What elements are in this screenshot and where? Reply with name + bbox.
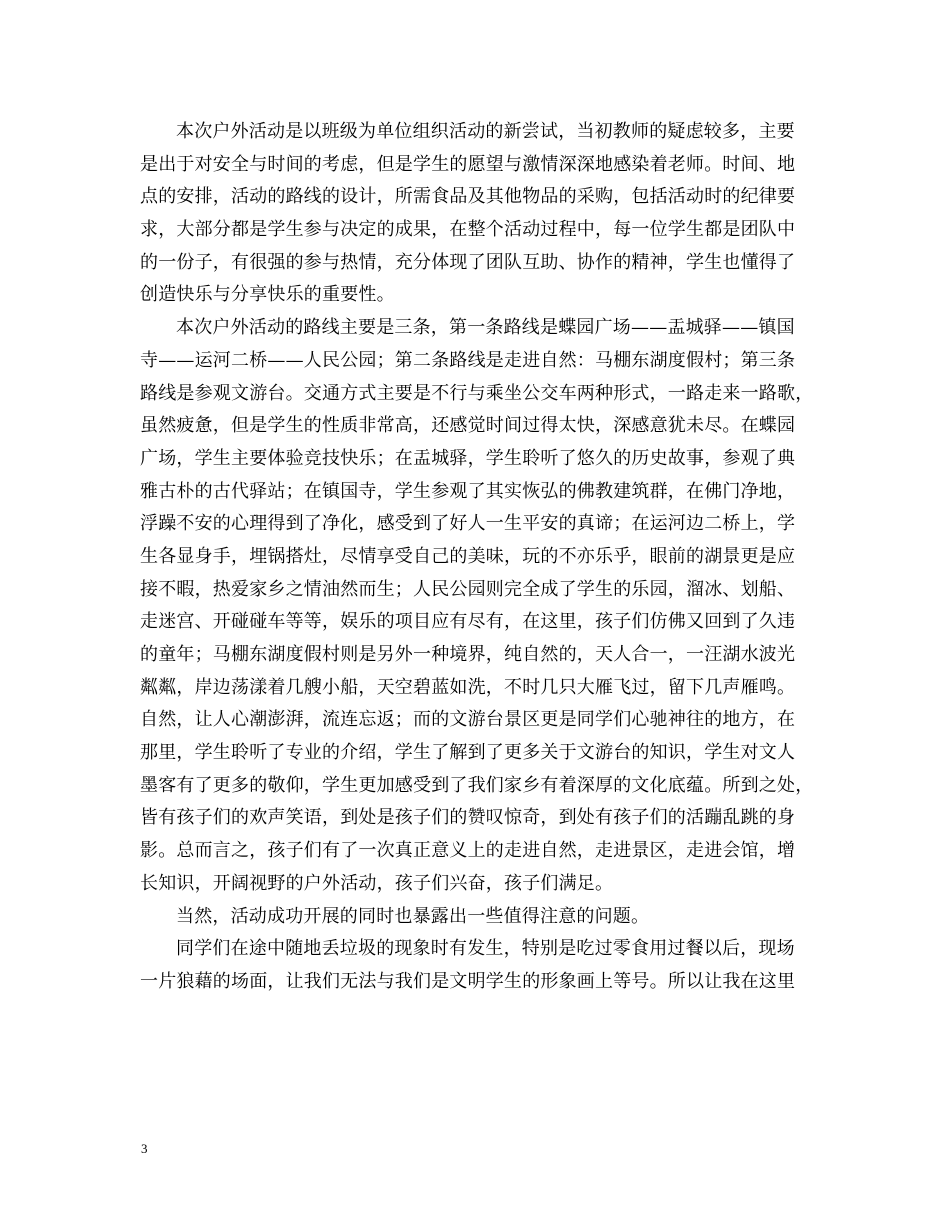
paragraph-line: 点的安排，活动的路线的设计，所需食品及其他物品的采购，包括活动时的纪律要	[140, 186, 796, 208]
paragraph-line: 求，大部分都是学生参与决定的成果，在整个活动过程中，每一位学生都是团队中	[140, 219, 796, 241]
paragraph-line: 皆有孩子们的欢声笑语，到处是孩子们的赞叹惊奇，到处有孩子们的活蹦乱跳的身	[140, 807, 796, 829]
paragraph-line: 雅古朴的古代驿站；在镇国寺，学生参观了其实恢弘的佛教建筑群，在佛门净地，	[140, 480, 796, 502]
paragraph-line: 影。总而言之，孩子们有了一次真正意义上的走进自然，走进景区，走进会馆，增	[140, 840, 796, 862]
paragraph-line: 粼粼，岸边荡漾着几艘小船，天空碧蓝如洗，不时几只大雁飞过，留下几声雁鸣。	[140, 676, 796, 698]
page-number: 3	[141, 1141, 148, 1156]
paragraph-line: 长知识，开阔视野的户外活动，孩子们兴奋，孩子们满足。	[140, 872, 614, 894]
paragraph-line: 接不暇，热爱家乡之情油然而生；人民公园则完全成了学生的乐园，溜冰、划船、	[140, 578, 796, 600]
paragraph-line: 墨客有了更多的敬仰，学生更加感受到了我们家乡有着深厚的文化底蕴。所到之处，	[140, 774, 814, 796]
paragraph-line: 同学们在途中随地丢垃圾的现象时有发生，特别是吃过零食用过餐以后，现场	[176, 938, 795, 960]
paragraph-line: 的一份子，有很强的参与热情，充分体现了团队互助、协作的精神，学生也懂得了	[140, 251, 796, 273]
paragraph-line: 广场，学生主要体验竞技快乐；在盂城驿，学生聆听了悠久的历史故事，参观了典	[140, 447, 796, 469]
paragraph-line: 本次户外活动的路线主要是三条，第一条路线是蝶园广场——盂城驿——镇国	[176, 317, 795, 339]
paragraph-line: 的童年；马棚东湖度假村则是另外一种境界，纯自然的，天人合一，一汪湖水波光	[140, 644, 796, 665]
paragraph-line: 是出于对安全与时间的考虑，但是学生的愿望与激情深深地感染着老师。时间、地	[140, 153, 796, 175]
paragraph-line: 走迷宫、开碰碰车等等，娱乐的项目应有尽有，在这里，孩子们仿佛又回到了久违	[140, 611, 796, 633]
paragraph-line: 寺——运河二桥——人民公园；第二条路线是走进自然：马棚东湖度假村；第三条	[140, 349, 796, 371]
paragraph-line: 浮躁不安的心理得到了净化，感受到了好人一生平安的真谛；在运河边二桥上，学	[140, 513, 796, 535]
paragraph-line: 自然，让人心潮澎湃，流连忘返；而的文游台景区更是同学们心驰神往的地方，在	[140, 709, 796, 731]
paragraph-line: 虽然疲惫，但是学生的性质非常高，还感觉时间过得太快，深感意犹未尽。在蝶园	[140, 415, 796, 437]
paragraph-line: 生各显身手，埋锅搭灶，尽情享受自己的美味，玩的不亦乐乎，眼前的湖景更是应	[140, 545, 796, 567]
paragraph-line: 当然，活动成功开展的同时也暴露出一些值得注意的问题。	[176, 905, 650, 927]
paragraph-line: 创造快乐与分享快乐的重要性。	[140, 284, 395, 306]
paragraph-line: 本次户外活动是以班级为单位组织活动的新尝试，当初教师的疑虑较多，主要	[176, 121, 795, 142]
paragraph-line: 那里，学生聆听了专业的介绍，学生了解到了更多关于文游台的知识，学生对文人	[140, 742, 796, 764]
paragraph-line: 路线是参观文游台。交通方式主要是不行与乘坐公交车两种形式，一路走来一路歌，	[140, 382, 814, 404]
paragraph-line: 一片狼藉的场面，让我们无法与我们是文明学生的形象画上等号。所以让我在这里	[140, 970, 796, 992]
body-text	[140, 116, 820, 999]
